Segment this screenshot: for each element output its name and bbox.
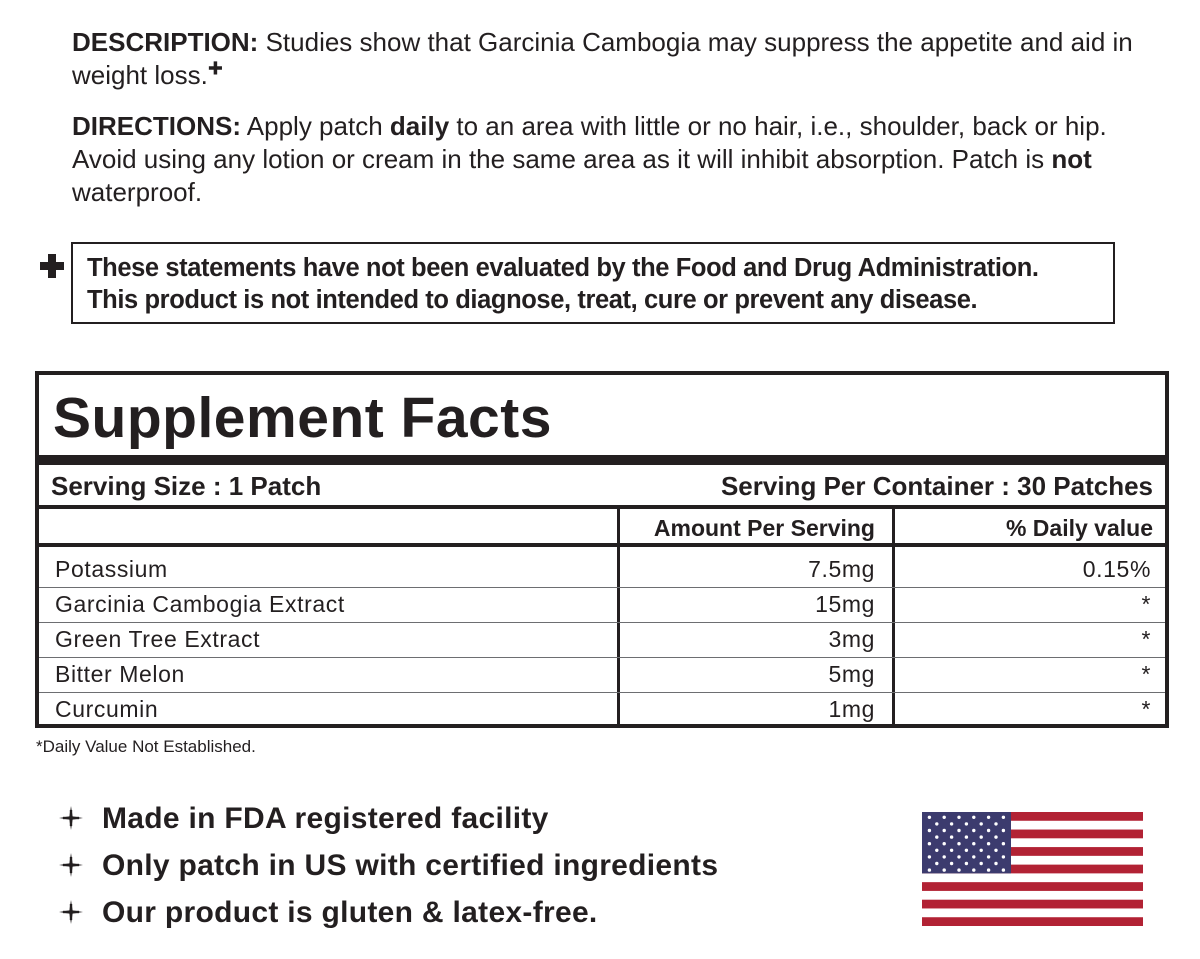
ingredient-name: Curcumin: [55, 696, 159, 722]
flag-star: [994, 849, 997, 852]
column-header-amount: Amount Per Serving: [653, 515, 875, 541]
description-paragraph: [72, 26, 1152, 92]
flag-star: [935, 862, 938, 865]
table-row: [39, 622, 1165, 657]
ingredient-amount: 15mg: [815, 591, 875, 617]
flag-star: [965, 862, 968, 865]
thick-divider: [39, 455, 1165, 465]
flag-star: [957, 855, 960, 858]
ingredient-amount: 7.5mg: [808, 556, 875, 582]
flag-stripe: [922, 908, 1143, 917]
flag-star: [957, 868, 960, 871]
flag-star: [957, 829, 960, 832]
flag-star: [994, 862, 997, 865]
ingredient-daily-value: *: [1141, 661, 1151, 687]
flag-star: [935, 835, 938, 838]
flag-stripe: [922, 873, 1143, 882]
directions-emph-not: not: [1051, 144, 1092, 174]
ingredient-amount: 5mg: [828, 661, 875, 687]
flag-star: [980, 822, 983, 825]
ingredient-name: Green Tree Extract: [55, 626, 261, 652]
directions-emph-daily: daily: [389, 111, 450, 141]
directions-text-2: to an area with little or no hair, i.e., shoulder, back or hip. Avoid using any lotion or cream in the same area as it will inhibit absorption. Patch is: [72, 111, 1107, 174]
flag-star: [950, 862, 953, 865]
flag-star: [928, 829, 931, 832]
flag-star: [980, 849, 983, 852]
flag-star: [972, 829, 975, 832]
ingredient-name: Garcinia Cambogia Extract: [55, 591, 345, 617]
supplement-facts-panel: [35, 371, 1169, 728]
table-row: [39, 587, 1165, 622]
header-divider: [39, 543, 1165, 547]
flag-star: [1002, 829, 1005, 832]
flag-star: [943, 855, 946, 858]
serving-divider: [39, 505, 1165, 509]
flag-star: [950, 822, 953, 825]
flag-stripe: [922, 882, 1143, 891]
flag-stripe: [922, 917, 1143, 926]
flag-star: [957, 842, 960, 845]
flag-star: [972, 816, 975, 819]
servings-per-container: Serving Per Container : 30 Patches: [720, 471, 1153, 501]
flag-star: [987, 816, 990, 819]
disclaimer-line-2: This product is not intended to diagnose, treat, cure or prevent any disease.: [87, 286, 978, 314]
feature-bullet: [58, 802, 549, 836]
flag-star: [943, 868, 946, 871]
column-header-daily-value: % Daily value: [1005, 515, 1153, 541]
bullet-text: Our product is gluten & latex-free.: [102, 896, 598, 929]
table-row: [39, 692, 1165, 727]
ingredient-daily-value: *: [1141, 626, 1151, 652]
table-row: [39, 657, 1165, 692]
directions-text-1: Apply patch: [246, 111, 383, 141]
flag-star: [987, 868, 990, 871]
flag-star: [972, 842, 975, 845]
ingredient-amount: 3mg: [828, 626, 875, 652]
table-row: [39, 552, 1165, 587]
flag-stripe: [922, 900, 1143, 909]
flag-star: [972, 868, 975, 871]
directions-label: DIRECTIONS:: [72, 111, 241, 141]
flag-star: [965, 822, 968, 825]
flag-star: [994, 835, 997, 838]
flag-star: [943, 829, 946, 832]
plus-icon: [38, 252, 66, 280]
directions-text-3: waterproof.: [72, 177, 203, 207]
feature-bullet: [58, 849, 718, 883]
bullet-text: Made in FDA registered facility: [102, 802, 549, 835]
flag-star: [965, 835, 968, 838]
directions-paragraph: [72, 110, 1152, 209]
cross-bullet-icon: [58, 805, 84, 831]
description-label: DESCRIPTION:: [72, 27, 259, 57]
ingredient-daily-value: *: [1141, 696, 1151, 722]
fda-disclaimer-box: [71, 242, 1115, 324]
flag-star: [928, 816, 931, 819]
flag-star: [1002, 842, 1005, 845]
flag-star: [1002, 855, 1005, 858]
flag-star: [950, 849, 953, 852]
flag-star: [965, 849, 968, 852]
ingredient-daily-value: 0.15%: [1082, 556, 1151, 582]
ingredient-name: Bitter Melon: [55, 661, 185, 687]
flag-star: [950, 835, 953, 838]
supplement-facts-title: Supplement Facts: [53, 386, 552, 450]
flag-star: [928, 842, 931, 845]
us-flag-icon: [922, 812, 1143, 926]
flag-star: [928, 868, 931, 871]
bullet-text: Only patch in US with certified ingredients: [102, 849, 719, 882]
feature-bullet: [58, 896, 598, 930]
serving-size: Serving Size : 1 Patch: [51, 471, 322, 501]
flag-star: [980, 835, 983, 838]
disclaimer-line-1: These statements have not been evaluated by the Food and Drug Administration.: [87, 254, 1039, 282]
flag-star: [994, 822, 997, 825]
flag-star: [987, 842, 990, 845]
flag-star: [935, 849, 938, 852]
flag-star: [1002, 816, 1005, 819]
ingredient-name: Potassium: [55, 556, 168, 582]
description-marker: ✚: [207, 58, 223, 79]
flag-star: [987, 855, 990, 858]
description-text: Studies show that Garcinia Cambogia may suppress the appetite and aid in weight loss.: [72, 27, 1133, 90]
flag-star: [928, 855, 931, 858]
flag-star: [943, 816, 946, 819]
daily-value-footnote: *Daily Value Not Established.: [36, 737, 256, 756]
flag-star: [943, 842, 946, 845]
flag-star: [1002, 868, 1005, 871]
cross-bullet-icon: [58, 852, 84, 878]
flag-star: [980, 862, 983, 865]
ingredient-daily-value: *: [1141, 591, 1151, 617]
flag-star: [972, 855, 975, 858]
flag-star: [957, 816, 960, 819]
flag-stripe: [922, 891, 1143, 900]
flag-star: [935, 822, 938, 825]
ingredient-amount: 1mg: [828, 696, 875, 722]
flag-star: [987, 829, 990, 832]
cross-bullet-icon: [58, 899, 84, 925]
